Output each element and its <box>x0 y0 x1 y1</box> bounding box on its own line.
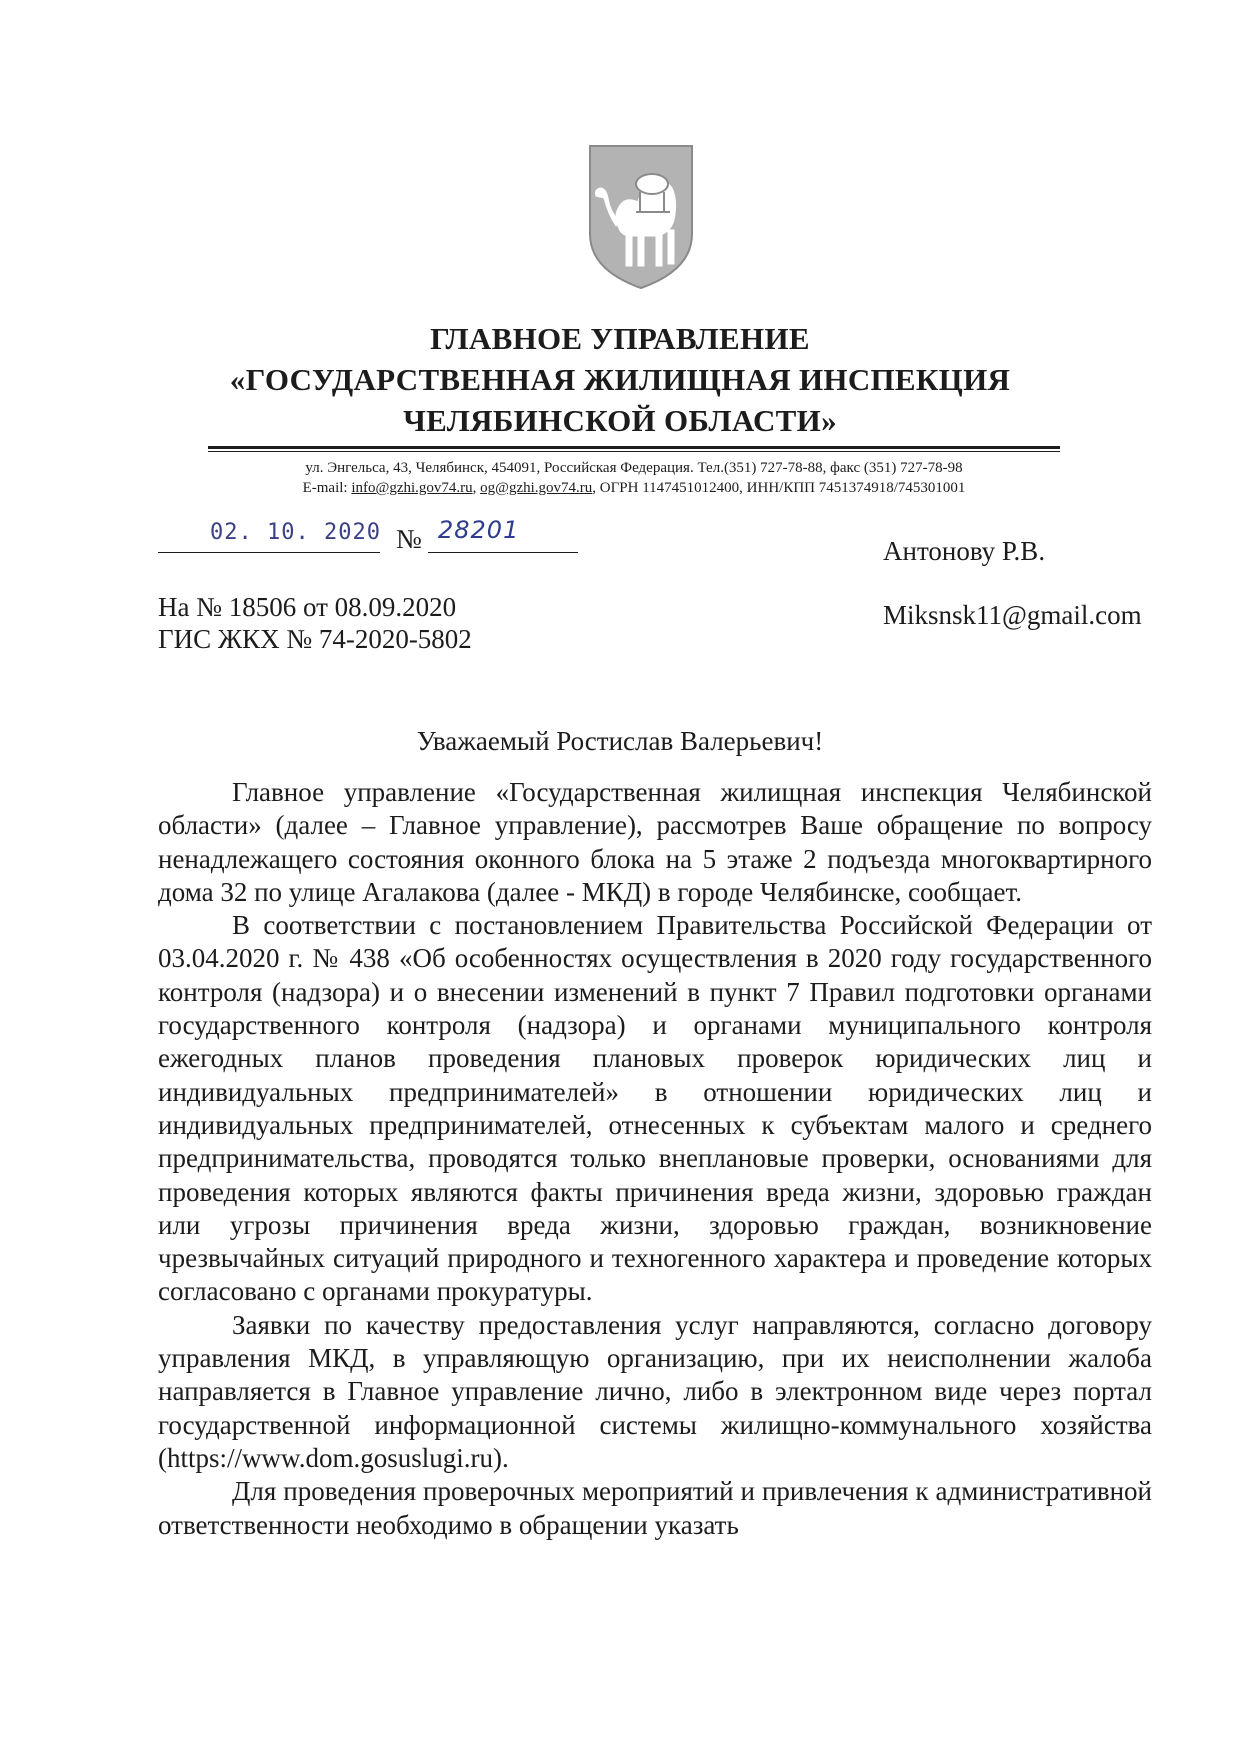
email-label: E-mail: <box>302 480 352 496</box>
registration-number: 28201 <box>438 516 520 544</box>
org-title-line3: ЧЕЛЯБИНСКОЙ ОБЛАСТИ» <box>403 403 837 438</box>
number-sign: № <box>396 524 422 554</box>
email-separator: , <box>472 480 481 496</box>
contacts-address: ул. Энгельса, 43, Челябинск, 454091, Российская Федерация. Тел.(351) 727-78-88, факс (351) 727-78-98 <box>305 460 963 476</box>
contacts-registry-numbers: , ОГРН 1147451012400, ИНН/КПП 7451374918/745301001 <box>592 480 966 496</box>
contacts-email-line <box>208 478 1060 498</box>
letter-greeting: Уважаемый Ростислав Валерьевич! <box>416 726 824 756</box>
org-title-line2: «ГОСУДАРСТВЕННАЯ ЖИЛИЩНАЯ ИНСПЕКЦИЯ <box>229 362 1011 397</box>
email-link-info[interactable]: info@gzhi.gov74.ru <box>351 480 473 496</box>
reference-line1: На № 18506 от 08.09.2020 <box>158 592 457 622</box>
letter-paragraph-2: В соответствии с постановлением Правительства Российской Федерации от 03.04.2020 г. № 438 «Об особенностях осуществления в 2020 году государственного контроля (надзора) и о внесении изменений в пункт 7 Правил подготовки органами государственного контроля (надзора) и органами муниципального контроля ежегодных планов проведения плановых проверок юридических лиц и индивидуальных предпринимателей» в отношении юридических лиц и индивидуальных предпринимателей, отнесенных к субъектам малого и среднего предпринимательства, проводятся только внеплановые проверки, основаниями для проведения которых являются факты причинения вреда жизни, здоровью граждан или угрозы причинения вреда жизни, здоровью граждан, возникновение чрезвычайных ситуаций природного и техногенного характера и проведение которых согласовано с органами прокуратуры. <box>158 910 1152 1307</box>
letter-body <box>158 776 1152 1542</box>
letter-paragraph-4: Для проведения проверочных мероприятий и привлечения к административной ответственности необходимо в обращении указать <box>158 1476 1152 1540</box>
chelyabinsk-camel-emblem-icon <box>586 142 696 292</box>
number-underline <box>428 552 578 553</box>
reference-line2: ГИС ЖКХ № 74-2020-5802 <box>158 624 472 654</box>
letter-paragraph-1: Главное управление «Государственная жилищная инспекция Челябинской области» (далее – Главное управление), рассмотрев Ваше обращение по вопросу ненадлежащего состояния оконного блока на 5 этаже 2 подъезда многоквартирного дома 32 по улице Агалакова (далее - МКД) в городе Челябинске, сообщает. <box>158 777 1152 907</box>
letter-paragraph-3: Заявки по качеству предоставления услуг направляются, согласно договору управления МКД, в управляющую организацию, при их неисполнении жалоба направляется в Главное управление лично, либо в электронном виде через портал государственной информационной системы жилищно-коммунального хозяйства (https://www.dom.gosuslugi.ru). <box>158 1309 1152 1473</box>
date-underline <box>158 552 380 553</box>
header-divider-thin <box>208 451 1060 452</box>
org-title-line1: ГЛАВНОЕ УПРАВЛЕНИЕ <box>430 321 810 356</box>
recipient-email: Miksnsk11@gmail.com <box>883 600 1142 630</box>
registration-date: 02. 10. 2020 <box>210 520 381 545</box>
recipient-name: Антонову Р.В. <box>883 536 1046 566</box>
header-divider-thick <box>208 446 1060 449</box>
email-link-og[interactable]: og@gzhi.gov74.ru <box>480 480 593 496</box>
